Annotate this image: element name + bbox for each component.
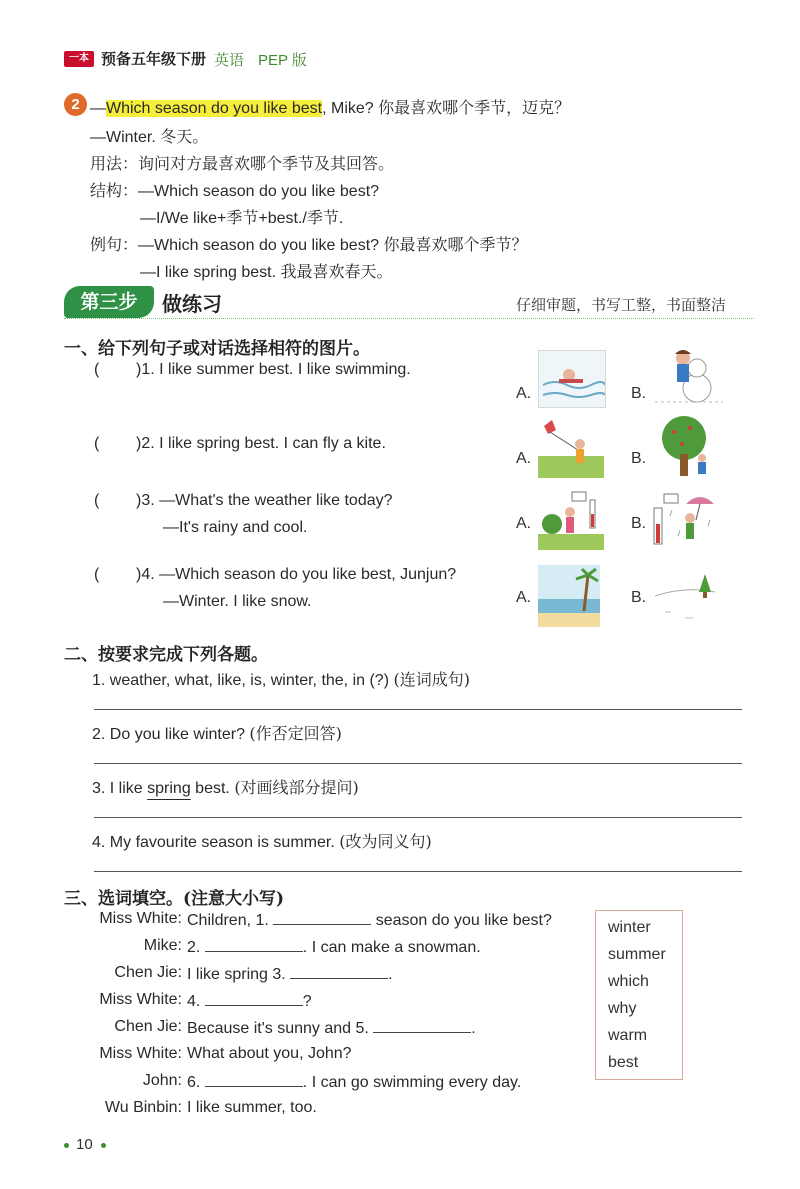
structure-1: —Which season do you like best? <box>138 183 380 200</box>
book-title: 预备五年级下册 <box>101 50 207 68</box>
q3-option-a[interactable]: A. <box>516 515 532 532</box>
page-dot-right <box>101 1143 106 1148</box>
speaker-2: Mike: <box>143 937 182 954</box>
word-bank-item: best <box>608 1054 639 1071</box>
speaker-1: Miss White: <box>99 910 182 927</box>
divider <box>64 318 754 319</box>
step-title: 做练习 <box>162 292 222 316</box>
q4-option-b[interactable]: B. <box>631 589 647 606</box>
q3-line2: —It's rainy and cool. <box>163 519 308 536</box>
s2-answer-line-4[interactable] <box>94 871 742 872</box>
highlighted-phrase: Which season do you like best <box>106 100 323 117</box>
speaker-6: Miss White: <box>99 1045 182 1062</box>
q4-line2: —Winter. I like snow. <box>163 593 312 610</box>
q2-text: )2. I like spring best. I can fly a kite. <box>136 435 386 452</box>
dialogue-line-8: I like summer, too. <box>187 1099 317 1116</box>
s2-q3-req: (对画线部分提问) <box>234 778 359 797</box>
dialogue-line-1 <box>187 910 552 930</box>
speaker-3: Chen Jie: <box>114 964 182 981</box>
s2-q3 <box>92 775 359 798</box>
subject-label: 英语 <box>214 51 245 69</box>
usage-label: 用法： <box>90 154 139 173</box>
step-motto: 仔细审题，书写工整，书面整洁 <box>516 296 727 314</box>
s2-q1-req: (连词成句) <box>393 670 470 689</box>
word-bank-item: summer <box>608 946 666 963</box>
rainy-umbrella-picture <box>652 490 716 552</box>
line1-post: season do you like best? <box>371 912 552 929</box>
s2-q3-underlined: spring <box>147 780 191 797</box>
point2-question: —Which season do you like best, Mike? 你最喜欢哪个季节，迈克？ <box>90 98 571 117</box>
answer-cn: 冬天。 <box>160 127 209 146</box>
swimming-picture <box>538 350 606 408</box>
q4-option-a[interactable]: A. <box>516 589 532 606</box>
structure-line-1 <box>90 178 379 201</box>
sunny-thermometer-picture <box>538 490 604 550</box>
s2-q3-pre: 3. I like <box>92 780 148 797</box>
dialogue-line-4 <box>187 991 312 1011</box>
section2-title: 二、按要求完成下列各题。 <box>64 645 268 665</box>
tree-picture <box>652 416 716 480</box>
q1-paren: ( <box>94 361 100 378</box>
word-bank-item: which <box>608 973 649 990</box>
line2-post: . I can make a snowman. <box>302 939 481 956</box>
s2-q4-req: (改为同义句) <box>339 832 432 851</box>
example-2: —I like spring best. <box>140 264 277 281</box>
word-bank-item: winter <box>608 919 651 936</box>
question-rest: , Mike? <box>322 100 374 117</box>
q1-option-b[interactable]: B. <box>631 385 647 402</box>
word-bank <box>595 910 683 1080</box>
structure-line-2: —I/We like+季节+best./季节. <box>140 210 344 227</box>
example-line-2 <box>140 259 393 282</box>
line3-pre: I like spring 3. <box>187 966 286 983</box>
snow-picture <box>655 568 715 624</box>
s2-q2-text: 2. Do you like winter? <box>92 726 245 743</box>
dialogue-line-7 <box>187 1072 521 1092</box>
s2-q1-text: 1. weather, what, like, is, winter, the, in (?) <box>92 672 390 689</box>
dialogue-line-2 <box>187 937 481 957</box>
s2-q3-post: best. <box>190 780 230 797</box>
line5-pre: Because it's sunny and 5. <box>187 1020 369 1037</box>
snowman-picture <box>655 344 723 406</box>
example-label: 例句： <box>90 235 139 254</box>
example-1-cn: 你最喜欢哪个季节？ <box>383 235 528 254</box>
q2-option-b[interactable]: B. <box>631 450 647 467</box>
q4-text: )4. —Which season do you like best, Junjun? <box>136 566 457 583</box>
q3-paren: ( <box>94 492 100 509</box>
edition-label: PEP 版 <box>258 52 307 69</box>
s2-q2-req: (作否定回答) <box>249 724 342 743</box>
blank-1[interactable] <box>273 910 371 925</box>
blank-3[interactable] <box>290 964 388 979</box>
line7-post: . I can go swimming every day. <box>302 1074 522 1091</box>
example-line-1 <box>90 232 528 255</box>
line4-pre: 4. <box>187 993 201 1010</box>
q2-option-a[interactable]: A. <box>516 450 532 467</box>
dialogue-line-3 <box>187 964 393 984</box>
word-bank-item: warm <box>608 1027 648 1044</box>
line7-pre: 6. <box>187 1074 201 1091</box>
line2-pre: 2. <box>187 939 201 956</box>
answer-en: —Winter. <box>90 129 156 146</box>
section3-title: 三、选词填空。(注意大小写) <box>64 889 285 909</box>
question-cn: 你最喜欢哪个季节，迈克？ <box>378 98 571 117</box>
speaker-5: Chen Jie: <box>114 1018 182 1035</box>
blank-6[interactable] <box>205 1072 303 1087</box>
s2-answer-line-2[interactable] <box>94 763 742 764</box>
s2-answer-line-3[interactable] <box>94 817 742 818</box>
q3-text: )3. —What's the weather like today? <box>136 492 393 509</box>
s2-q4 <box>92 829 432 852</box>
s2-q4-text: 4. My favourite season is summer. <box>92 834 335 851</box>
structure-label: 结构： <box>90 181 139 200</box>
q3-option-b[interactable]: B. <box>631 515 647 532</box>
line3-post: . <box>388 966 393 983</box>
blank-5[interactable] <box>373 1018 471 1033</box>
section1-title: 一、给下列句子或对话选择相符的图片。 <box>64 339 370 359</box>
page-number: 10 <box>76 1136 93 1153</box>
q2-paren: ( <box>94 435 100 452</box>
beach-picture <box>538 565 600 627</box>
example-2-cn: 我最喜欢春天。 <box>280 262 393 281</box>
s2-q2 <box>92 721 342 744</box>
s2-q1 <box>92 667 470 690</box>
q1-option-a[interactable]: A. <box>516 385 532 402</box>
line4-post: ? <box>302 993 312 1010</box>
q4-paren: ( <box>94 566 100 583</box>
series-logo: 一本 <box>64 51 94 67</box>
page-dot-left <box>64 1143 69 1148</box>
kite-picture <box>538 420 604 478</box>
dialogue-line-5 <box>187 1018 476 1038</box>
blank-4[interactable] <box>205 991 303 1006</box>
speaker-7: John: <box>142 1072 182 1089</box>
line1-pre: Children, 1. <box>187 912 269 929</box>
s2-answer-line-1[interactable] <box>94 709 742 710</box>
word-bank-item: why <box>608 1000 637 1017</box>
speaker-4: Miss White: <box>99 991 182 1008</box>
example-1: —Which season do you like best? <box>138 237 380 254</box>
usage-text: 询问对方最喜欢哪个季节及其回答。 <box>138 154 395 173</box>
usage-line <box>90 151 394 174</box>
step-badge: 第三步 <box>64 286 154 318</box>
speaker-8: Wu Binbin: <box>104 1099 182 1116</box>
point-number-badge: 2 <box>64 93 87 116</box>
dialogue-line-6: What about you, John? <box>187 1045 352 1062</box>
blank-2[interactable] <box>205 937 303 952</box>
q1-text: )1. I like summer best. I like swimming. <box>136 361 411 378</box>
line5-post: . <box>471 1020 476 1037</box>
point2-answer <box>90 124 208 147</box>
